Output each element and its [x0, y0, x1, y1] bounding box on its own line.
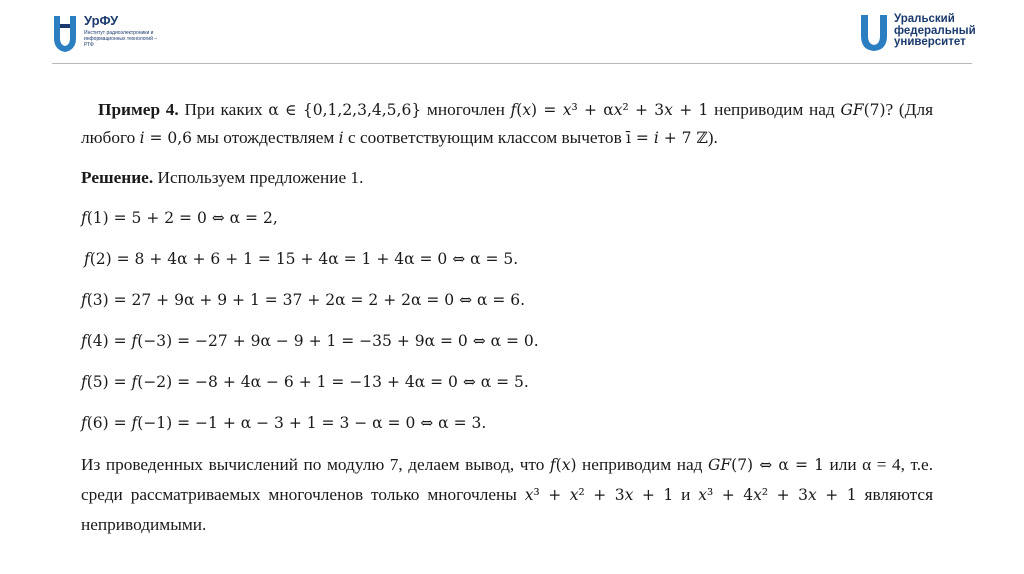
equation-line: 𝑓(6) = 𝑓(−1) = −1 + α − 3 + 1 = 3 − α = 0 ⇔ α = 3.	[81, 414, 487, 432]
equation-line: 𝑓(5) = 𝑓(−2) = −8 + 4α − 6 + 1 = −13 + 4α = 0 ⇔ α = 5.	[81, 373, 529, 391]
solution-line	[81, 164, 933, 192]
index-variable: 𝑖	[338, 129, 344, 147]
urfu-emblem-icon	[52, 14, 78, 54]
urfu-logo	[52, 14, 162, 58]
equation-line: 𝑓(4) = 𝑓(−3) = −27 + 9α − 9 + 1 = −35 + 9α = 0 ⇔ α = 0.	[81, 332, 539, 350]
conclusion-text: и	[673, 485, 699, 504]
irreducible-poly-1: 𝑥³ + 𝑥² + 3𝑥 + 1	[524, 486, 674, 504]
conclusion-text: или α = 4, т.е. среди рассматриваемых многочленов только многочлены	[81, 455, 934, 504]
problem-text: ? (Для любого	[81, 100, 934, 147]
field-formula: 𝐺𝐹(7)	[840, 101, 886, 119]
problem-text: ).	[707, 128, 718, 147]
conclusion-paragraph	[81, 450, 933, 539]
solution-text: Используем предложение 1.	[153, 168, 364, 187]
equation-line: 𝑓(3) = 27 + 9α + 9 + 1 = 37 + 2α = 2 + 2α = 0 ⇔ α = 6.	[81, 291, 526, 309]
conclusion-text: неприводим над	[576, 455, 709, 474]
problem-text: многочлен	[421, 100, 511, 119]
polynomial-formula: 𝑓(𝑥) = 𝑥³ + α𝑥² + 3𝑥 + 1	[510, 101, 709, 119]
problem-text: неприводим над	[708, 100, 841, 119]
problem-text: мы отождествляем	[192, 128, 339, 147]
irreducible-poly-2: 𝑥³ + 4𝑥² + 3𝑥 + 1	[698, 486, 857, 504]
university-logo	[860, 14, 990, 54]
conclusion-text: являются неприводимыми.	[81, 485, 934, 534]
university-logo-line: университет	[894, 36, 966, 48]
urfu-logo-name: УрФУ	[84, 13, 119, 28]
index-range: 𝑖 = 0,6	[139, 129, 193, 147]
university-logo-text	[894, 14, 994, 49]
problem-text: с соответствующим классом вычетов	[343, 128, 627, 147]
problem-statement	[81, 96, 933, 152]
problem-text: При каких	[178, 100, 269, 119]
university-logo-line: Уральский	[894, 13, 955, 25]
solution-label: Решение.	[81, 168, 154, 187]
equation-line: 𝑓(1) = 5 + 2 = 0 ⇔ α = 2,	[81, 209, 278, 227]
problem-label: Пример 4.	[98, 100, 179, 119]
slide-header	[0, 0, 1024, 70]
slide-content	[81, 96, 933, 539]
conclusion-fx: 𝑓(𝑥)	[549, 456, 577, 474]
equation-line: 𝑓(2) = 8 + 4α + 6 + 1 = 15 + 4α = 1 + 4α = 0 ⇔ α = 5.	[84, 250, 519, 268]
university-emblem-icon	[860, 14, 888, 52]
header-divider	[52, 63, 972, 64]
university-logo-line: федеральный	[894, 24, 976, 37]
urfu-logo-subtitle: Институт радиоэлектроники и информационных технологий – РТФ	[84, 30, 158, 48]
alpha-set: α ∈ {0,1,2,3,4,5,6}	[268, 101, 422, 119]
residue-class: ī = 𝑖 + 7 ℤ	[626, 129, 708, 147]
conclusion-text: Из проведенных вычислений по модулю 7, делаем вывод, что	[81, 455, 550, 474]
conclusion-field: 𝐺𝐹(7) ⇔ α = 1	[708, 456, 824, 474]
